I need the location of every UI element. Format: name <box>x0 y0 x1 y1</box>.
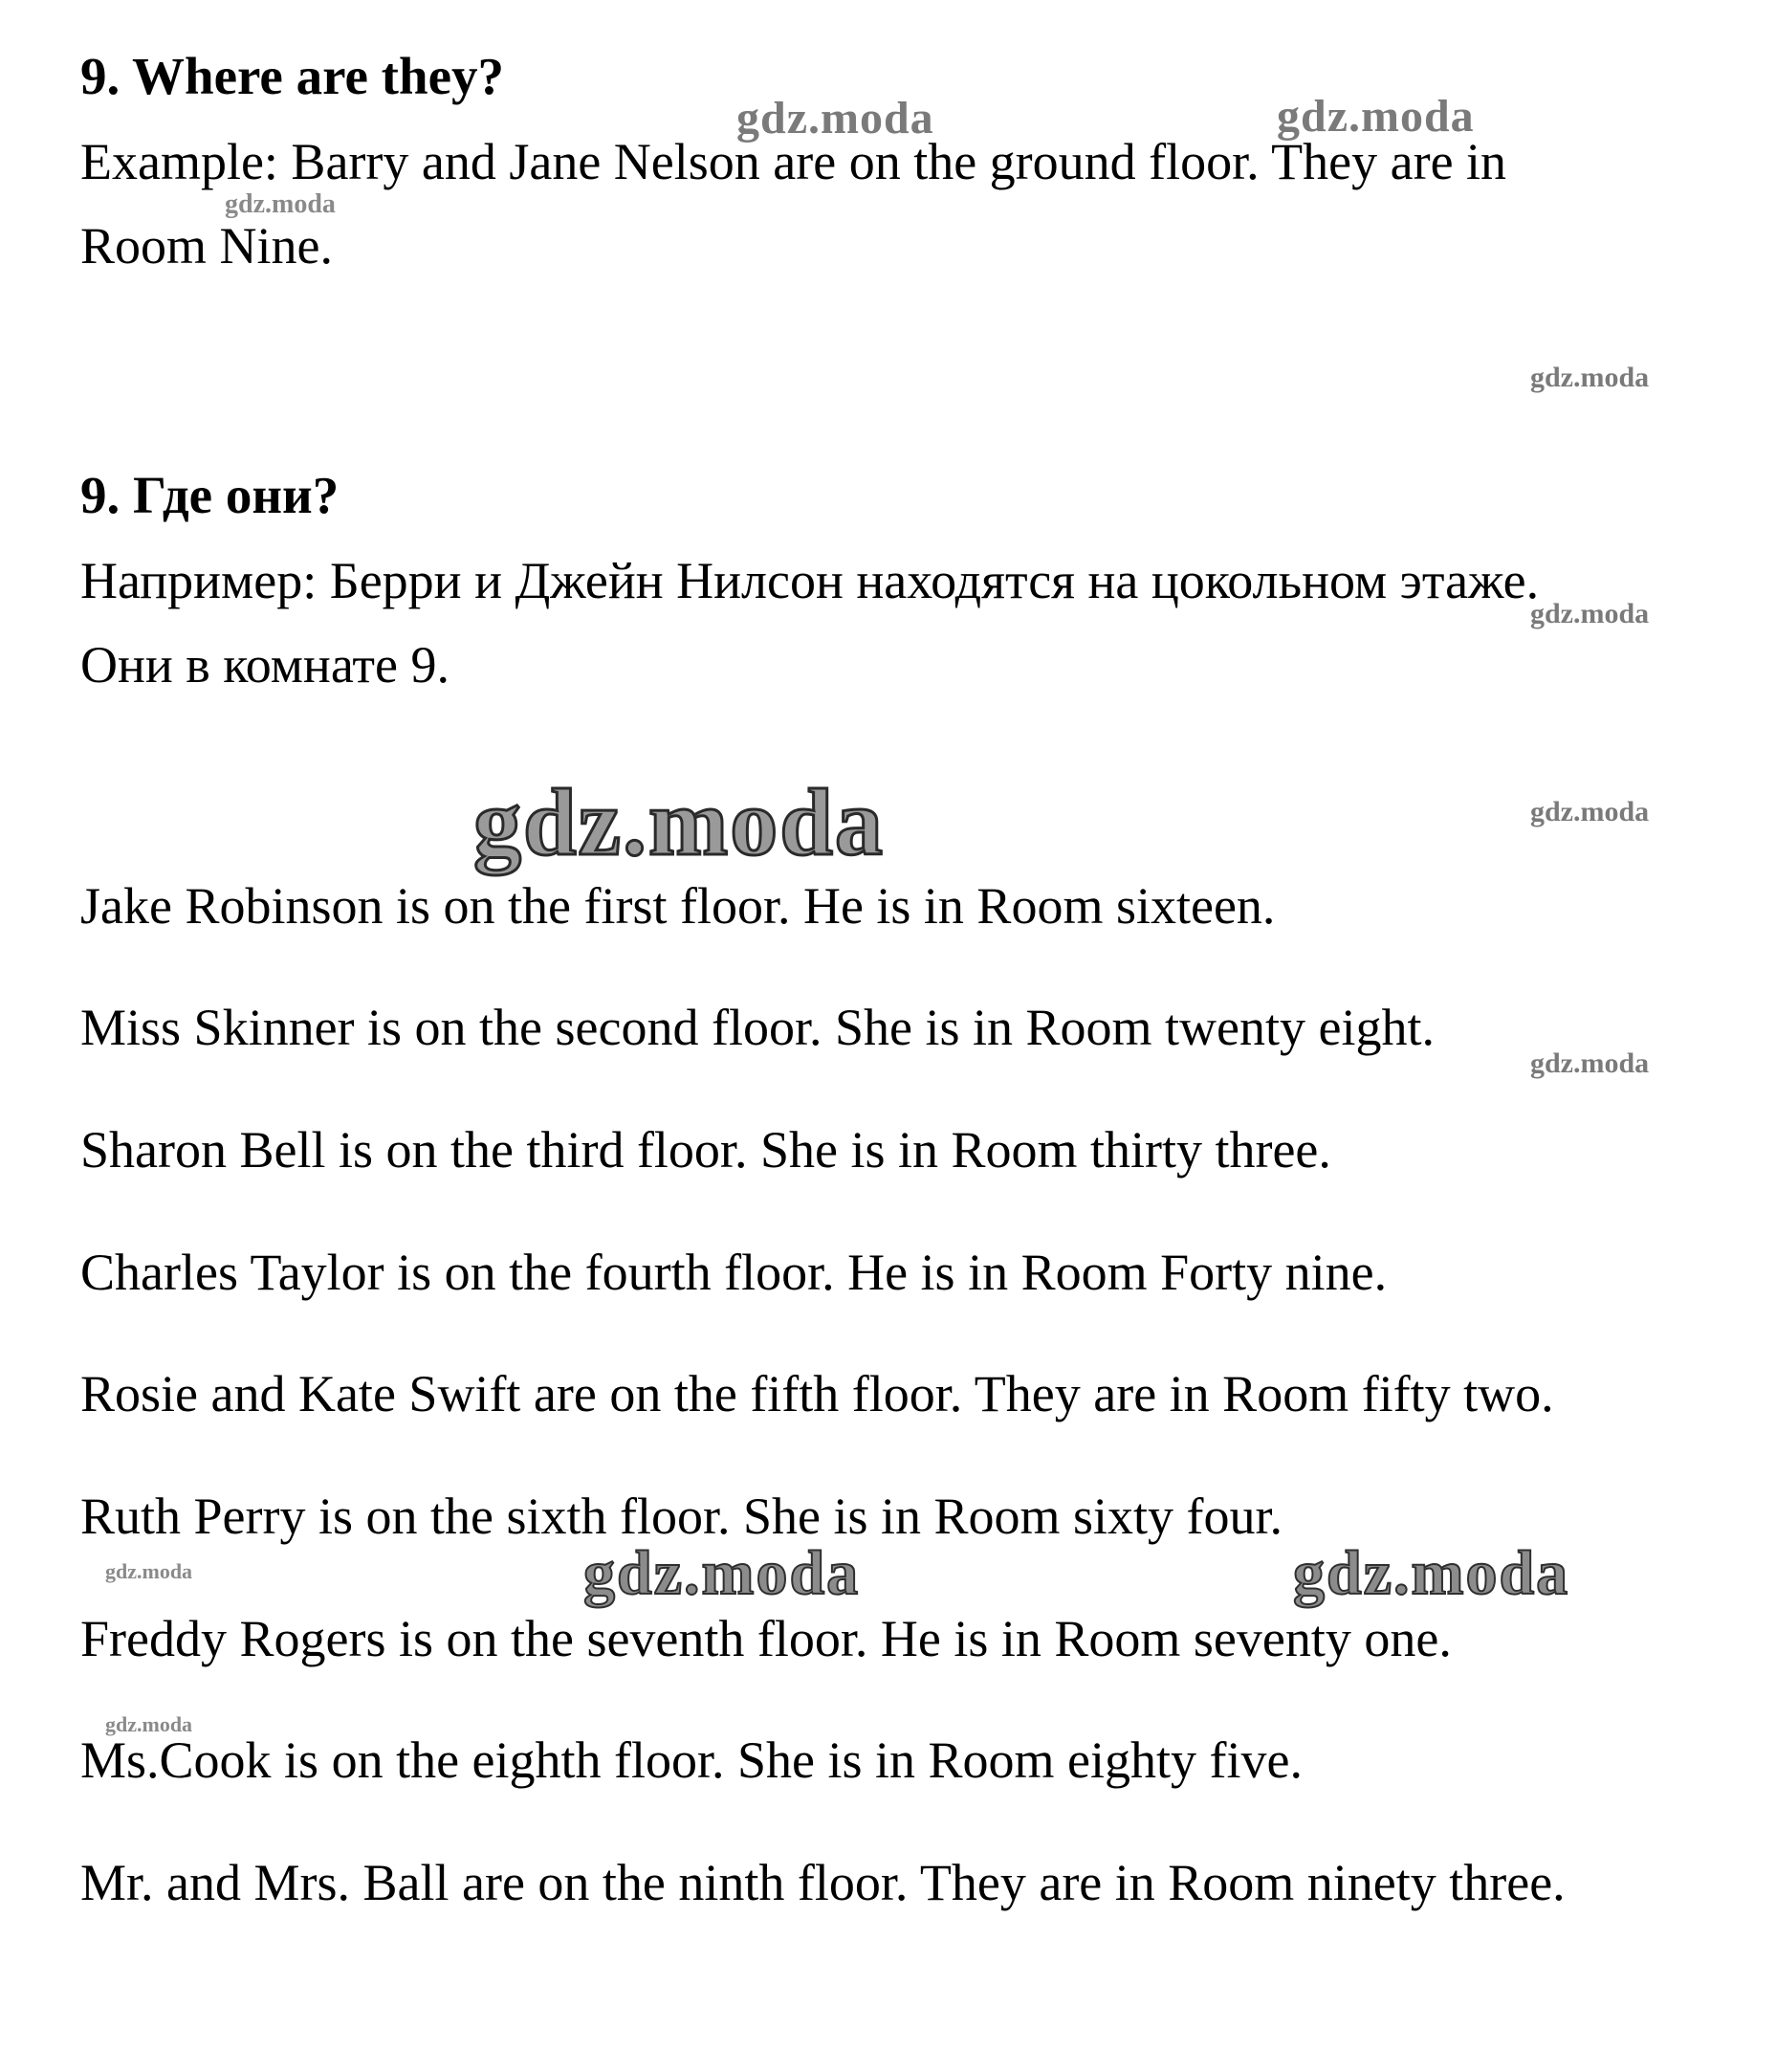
watermark: gdz.moda <box>1530 1047 1650 1079</box>
english-example-line-1: Example: Barry and Jane Nelson are on the ground floor. They are in <box>80 133 1507 190</box>
english-heading: 9. Where are they? <box>80 47 504 105</box>
answer-line-9: Mr. and Mrs. Ball are on the ninth floor. They are in Room ninety three. <box>80 1854 1566 1911</box>
watermark: gdz.moda <box>736 93 934 143</box>
answer-line-2: Miss Skinner is on the second floor. She is in Room twenty eight. <box>80 999 1435 1056</box>
russian-example-line-2: Они в комнате 9. <box>80 636 449 694</box>
watermark: gdz.moda <box>1530 796 1650 827</box>
watermark: gdz.moda <box>1293 1538 1570 1608</box>
watermark: gdz.moda <box>1530 598 1650 629</box>
answer-line-6: Ruth Perry is on the sixth floor. She is in Room sixty four. <box>80 1488 1283 1545</box>
watermark: gdz.moda <box>105 1559 193 1583</box>
answer-line-4: Charles Taylor is on the fourth floor. He is in Room Forty nine. <box>80 1244 1388 1301</box>
english-example-line-2: Room Nine. <box>80 217 333 275</box>
watermark: gdz.moda <box>105 1712 193 1736</box>
answer-line-7: Freddy Rogers is on the seventh floor. He is in Room seventy one. <box>80 1610 1452 1667</box>
russian-heading: 9. Где они? <box>80 466 340 524</box>
watermark: gdz.moda <box>1277 91 1475 142</box>
watermark: gdz.moda <box>1530 362 1650 393</box>
answer-line-1: Jake Robinson is on the first floor. He is in Room sixteen. <box>80 877 1276 935</box>
watermark: gdz.moda <box>225 189 336 219</box>
answer-line-5: Rosie and Kate Swift are on the fifth floor. They are in Room fifty two. <box>80 1365 1554 1422</box>
answer-line-3: Sharon Bell is on the third floor. She is in Room thirty three. <box>80 1121 1331 1179</box>
watermark: gdz.moda <box>583 1538 861 1608</box>
watermark: gdz.moda <box>473 769 885 875</box>
answer-line-8: Ms.Cook is on the eighth floor. She is in Room eighty five. <box>80 1731 1303 1789</box>
russian-example-line-1: Например: Берри и Джейн Нилсон находятся на цокольном этаже. <box>80 552 1540 609</box>
